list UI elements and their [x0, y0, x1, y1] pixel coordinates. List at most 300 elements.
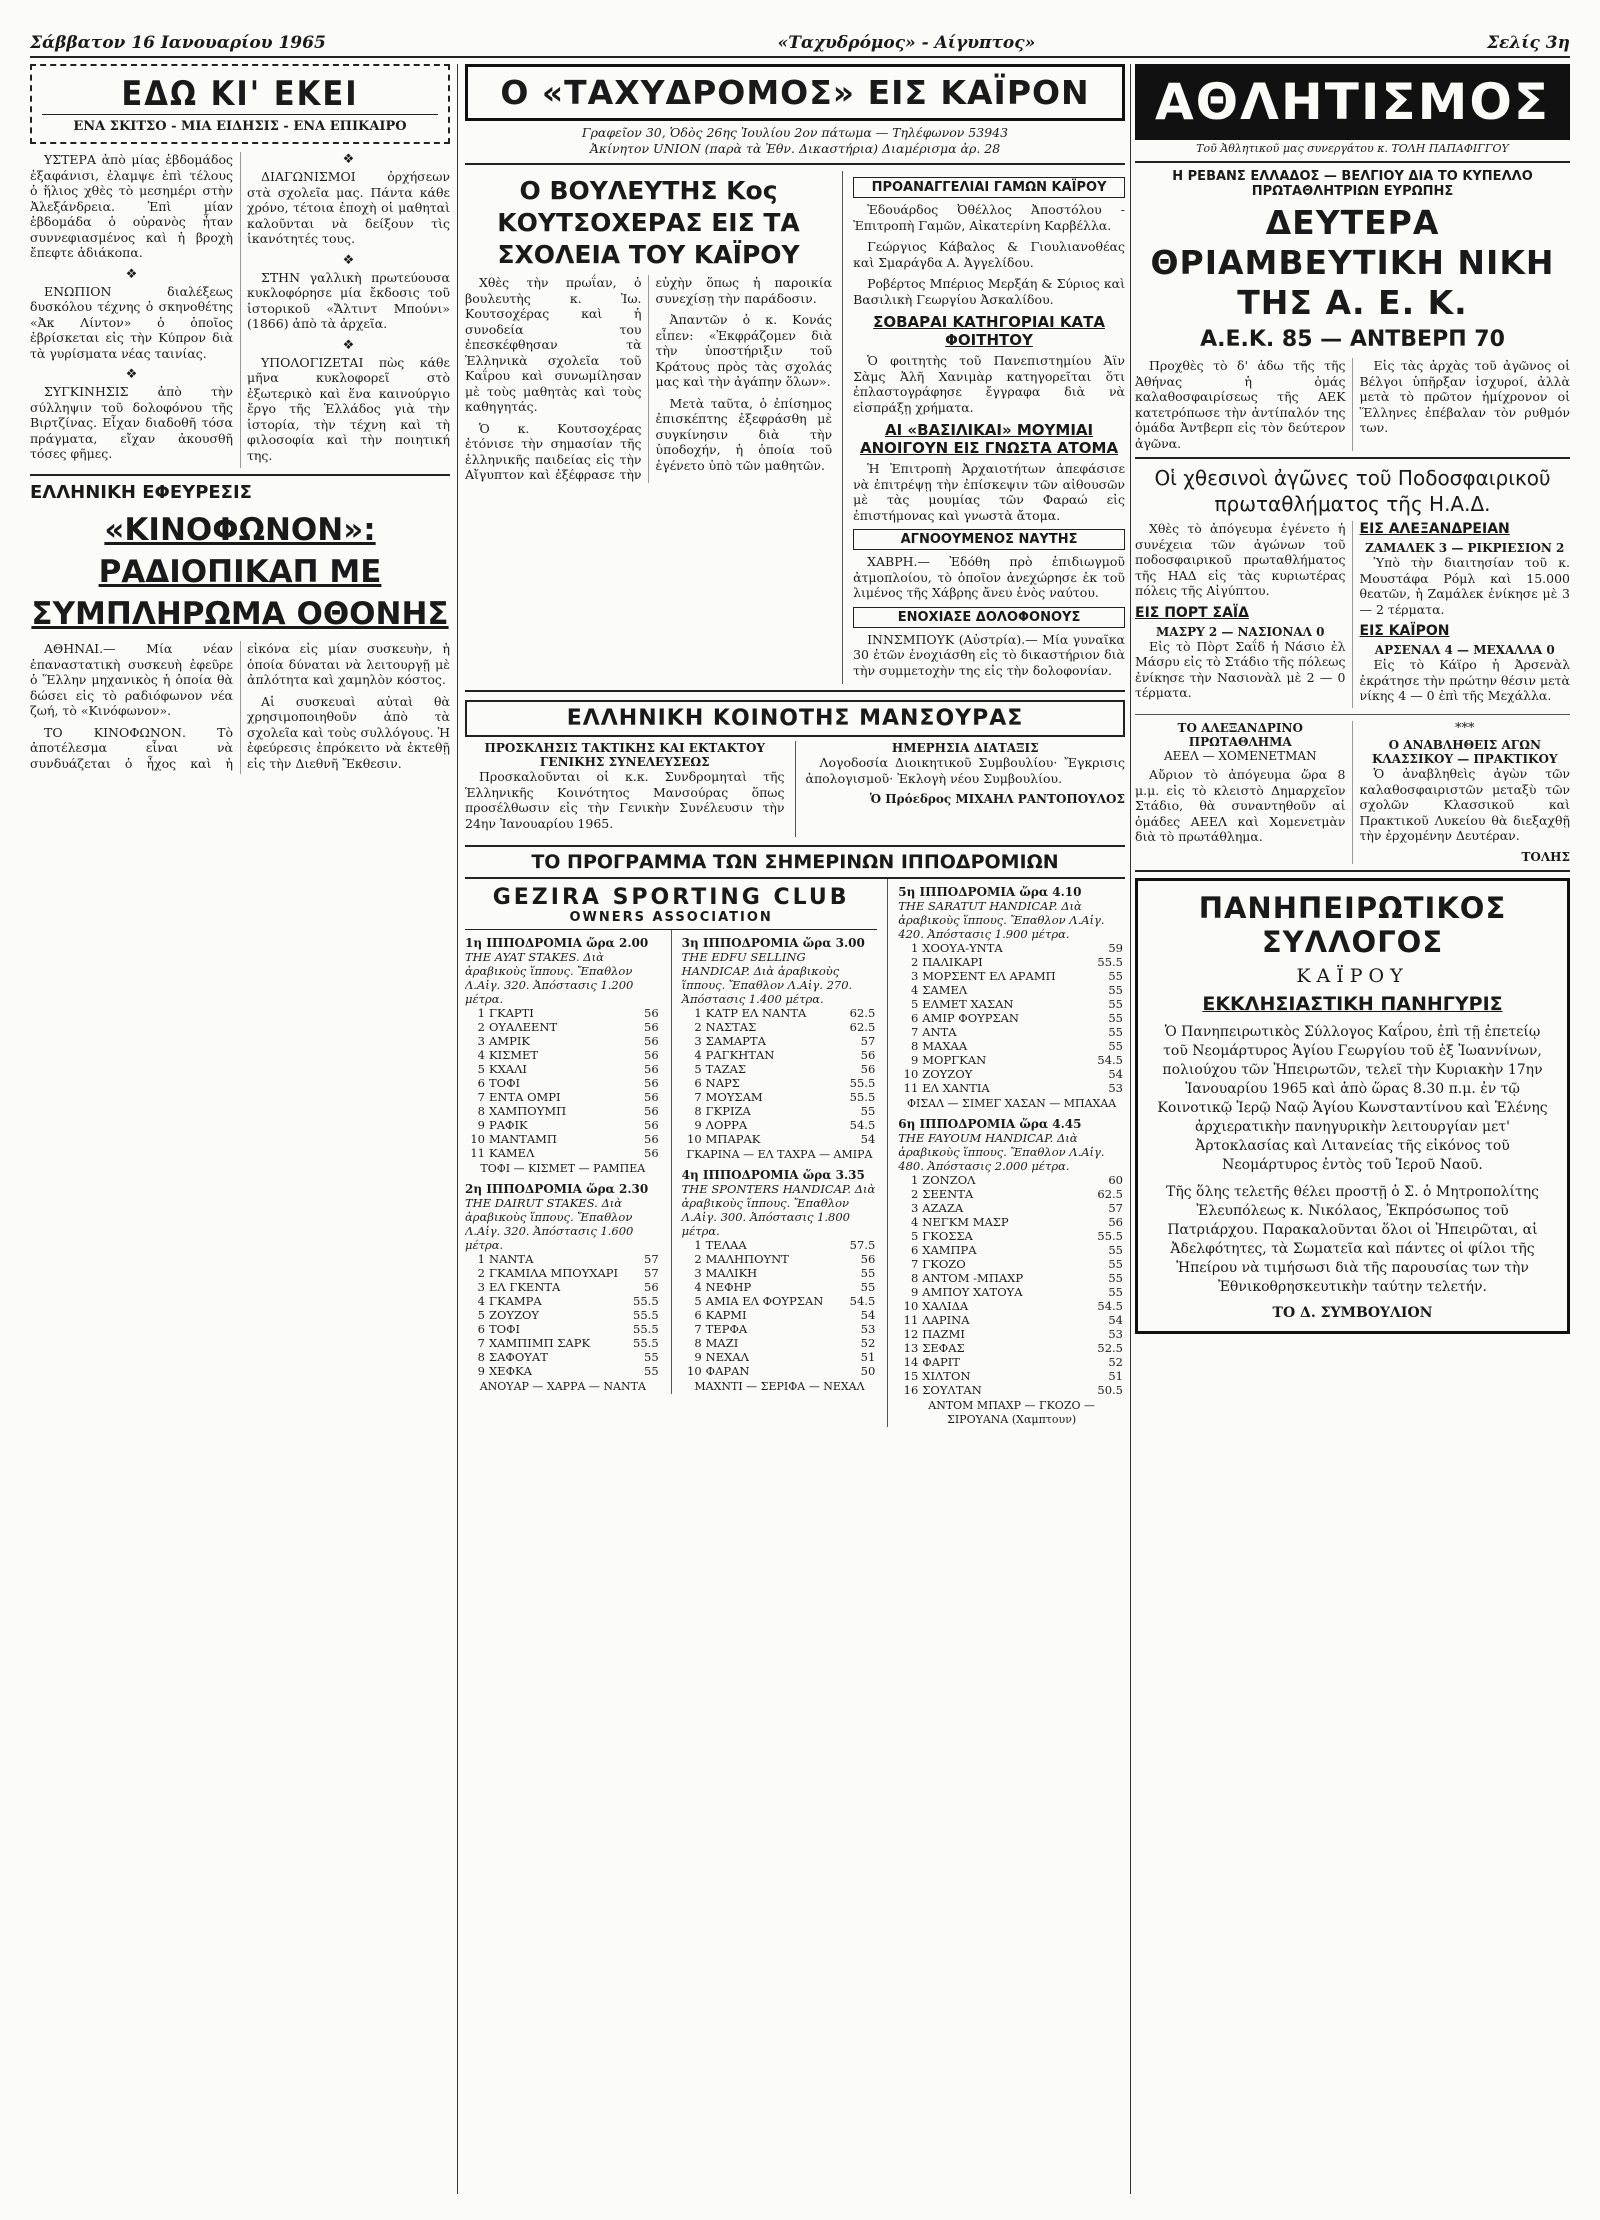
- horse-name: ΜΑΝΤΑΜΠ: [489, 1132, 557, 1146]
- horse-weight: 57: [1108, 1201, 1123, 1215]
- game-city: ΕΙΣ ΑΛΕΞΑΝΔΡΕΙΑΝ: [1359, 521, 1510, 537]
- horse-row: [898, 1327, 1125, 1341]
- horse-name: ΓΚΡΙΖΑ: [705, 1104, 751, 1118]
- horse-row: [898, 1369, 1125, 1383]
- charges-headline: ΣΟΒΑΡΑΙ ΚΑΤΗΓΟΡΙΑΙ ΚΑΤΑ ΦΟΙΤΗΤΟΥ: [873, 313, 1105, 349]
- horse-name: ΧΕΦΚΑ: [489, 1364, 532, 1378]
- horse-number: 1: [694, 1006, 702, 1020]
- horse-weight: 57.5: [849, 1238, 876, 1252]
- race-description: THE AYAT STAKES. Διὰ ἀραβικοὺς ἵππους. Ἔπαθλον Λ.Αἰγ. 320. Ἀπόστασις 1.200 μέτρα.: [465, 950, 634, 1006]
- horse-weight: 57: [644, 1252, 659, 1266]
- invention-text: [30, 641, 450, 774]
- horse-row: [898, 1243, 1125, 1257]
- race-card: [682, 1168, 878, 1394]
- horse-weight: 59: [1108, 941, 1123, 955]
- horse-weight: 55: [1108, 1011, 1123, 1025]
- mummies-headline: ΑΙ «ΒΑΣΙΛΙΚΑΙ» ΜΟΥΜΙΑΙ ΑΝΟΙΓΟΥΝ ΕΙΣ ΓΝΩΣΤΑ ΑΤΟΜΑ: [860, 421, 1119, 457]
- race-heading: 1η ΙΠΠΟΔΡΟΜΙΑ ὥρα 2.00: [465, 936, 649, 950]
- horse-row: [898, 1341, 1125, 1355]
- section-rule: [1135, 161, 1570, 163]
- news-item: ΕΝΩΠΙΟΝ διαλέξεως δυσκόλου τέχνης ὁ σκηνοθέτης «Ἀκ Λίντον» ὁ ὁποῖος ἐβρίσκεται εἰς τὴν Κύπρον διὰ τὰ γυρίσματα νέας ταινίας.: [30, 283, 233, 361]
- horse-row: [898, 941, 1125, 955]
- horse-row: [465, 1090, 661, 1104]
- race-card: [898, 885, 1125, 1111]
- horse-row: [898, 1313, 1125, 1327]
- horse-name: ΕΛΜΕΤ ΧΑΣΑΝ: [922, 997, 1014, 1011]
- association-city: ΚΑΪΡΟΥ: [1296, 964, 1409, 987]
- horse-weight: 55: [1108, 1257, 1123, 1271]
- horse-number: 6: [910, 1243, 919, 1257]
- box-title: ΕΔΩ ΚΙ' ΕΚΕΙ: [121, 74, 359, 114]
- horse-name: ΑΖΑΖΑ: [922, 1201, 964, 1215]
- horse-name: ΚΙΣΜΕΤ: [489, 1048, 539, 1062]
- horse-number: 4: [477, 1048, 485, 1062]
- horse-weight: 53: [1108, 1081, 1123, 1095]
- here-and-there-box: [30, 64, 450, 144]
- race-description: THE FAYOUM HANDICAP. Διὰ ἀραβικοὺς ἵππους. Ἔπαθλον Λ.Αἰγ. 480. Ἀπόστασις 2.000 μέτρα.: [898, 1131, 1105, 1173]
- address-line: Γραφεῖον 30, Ὁδὸς 26ης Ἰουλίου 2ον πάτωμα — Τηλέφωνον 53943: [581, 125, 1009, 140]
- horse-row: [898, 1299, 1125, 1313]
- mansoura-invitation: [465, 741, 785, 837]
- horse-weight: 57: [860, 1034, 876, 1048]
- horse-weight: 56: [644, 1076, 659, 1090]
- horse-number: 12: [903, 1327, 919, 1341]
- sports-banner: ΑΘΛΗΤΙΣΜΟΣ: [1135, 64, 1570, 140]
- horse-name: ΓΚΑΡΤΙ: [489, 1006, 534, 1020]
- horse-number: 2: [910, 955, 919, 969]
- horse-row: [465, 1350, 661, 1364]
- horse-name: ΣΑΜΑΡΤΑ: [705, 1034, 766, 1048]
- horse-number: 3: [477, 1280, 485, 1294]
- horse-row: [465, 1006, 661, 1020]
- horse-weight: 56: [644, 1104, 659, 1118]
- sailor-text: ΧΑΒΡΗ.— Ἐδόθη πρὸ ἐπιδιωγμοῦ ἀτμοπλοίου, τὸ ὁποῖον ἀνεχώρησε ἐκ τοῦ λιμένος τῆς Χάβρης ἄνευ ἑνὸς ναύτου.: [853, 554, 1125, 600]
- horse-row: [465, 1146, 661, 1160]
- horse-row: [682, 1364, 878, 1378]
- horse-name: ΑΜΙΡ ΦΟΥΡΣΑΝ: [922, 1011, 1019, 1025]
- horse-name: ΚΧΑΛΙ: [489, 1062, 527, 1076]
- race-card: [465, 936, 661, 1176]
- mp-visit-text: [465, 275, 832, 483]
- horse-number: 3: [477, 1034, 485, 1048]
- horse-name: ΜΑΛΗΠΟΥΝΤ: [705, 1252, 789, 1266]
- horse-row: [682, 1252, 878, 1266]
- horse-name: ΣΕΦΑΣ: [922, 1341, 965, 1355]
- horse-name: ΚΑΜΕΛ: [489, 1146, 535, 1160]
- horse-number: 2: [477, 1020, 485, 1034]
- ornament: ❖: [125, 266, 138, 282]
- news-item: ΣΤΗΝ γαλλικὴ πρωτεύουσα κυκλοφόρησε μία ἔκδοσις τοῦ ἱστορικοῦ «Ἄλτιντ Μπούνι» (1866) ἀπὸ τὰ ἀρχεῖα.: [247, 269, 450, 331]
- horse-weight: 54.5: [1097, 1299, 1123, 1313]
- horse-name: ΧΑΛΙΔΑ: [922, 1299, 969, 1313]
- horse-number: 5: [910, 1229, 919, 1243]
- paper-name: «Ταχυδρόμος» - Αίγυπτος»: [777, 33, 1036, 53]
- horse-number: 10: [687, 1364, 702, 1378]
- horse-name: ΦΑΡΑΝ: [705, 1364, 750, 1378]
- sailor-headline: ΑΓΝΟΟΥΜΕΝΟΣ ΝΑΥΤΗΣ: [853, 529, 1125, 550]
- horse-weight: 55: [1108, 1025, 1123, 1039]
- horse-name: ΦΑΡΙΤ: [922, 1355, 960, 1369]
- horse-weight: 55: [860, 1266, 876, 1280]
- council-signature: ΤΟ Δ. ΣΥΜΒΟΥΛΙΟΝ: [1272, 1304, 1433, 1321]
- horse-weight: 54: [860, 1132, 876, 1146]
- horse-number: 9: [477, 1364, 485, 1378]
- races-left: [465, 879, 877, 1427]
- section-rule: [30, 474, 450, 476]
- horse-name: ΖΟΥΖΟΥ: [489, 1308, 540, 1322]
- horse-row: [682, 1350, 878, 1364]
- horse-weight: 55: [1108, 1285, 1123, 1299]
- race-card: [682, 936, 878, 1162]
- invention-headline: «ΚΙΝΟΦΩΝΟΝ»: ΡΑΔΙΟΠΙΚΑΠ ΜΕ ΣΥΜΠΛΗΡΩΜΑ ΟΘΟΝΗΣ: [31, 512, 449, 633]
- horse-row: [465, 1104, 661, 1118]
- weddings-headline: ΠΡΟΑΝΑΓΓΕΛΙΑΙ ΓΑΜΩΝ ΚΑΪΡΟΥ: [853, 177, 1125, 198]
- horse-name: ΝΑΣΤΑΣ: [705, 1020, 757, 1034]
- horse-row: [682, 1090, 878, 1104]
- horse-row: [898, 983, 1125, 997]
- horse-weight: 52: [1108, 1355, 1123, 1369]
- horse-row: [898, 955, 1125, 969]
- match-headline: ΔΕΥΤΕΡΑ ΘΡΙΑΜΒΕΥΤΙΚΗ ΝΙΚΗ ΤΗΣ Α. Ε. Κ.: [1150, 203, 1555, 322]
- horse-name: ΧΙΛΤΟΝ: [922, 1369, 971, 1383]
- horse-number: 3: [694, 1034, 702, 1048]
- horse-number: 10: [687, 1132, 702, 1146]
- horse-number: 9: [910, 1053, 919, 1067]
- horse-row: [898, 1025, 1125, 1039]
- ornament: ***: [1455, 721, 1475, 736]
- race-card: [465, 1182, 661, 1394]
- horse-weight: 56: [644, 1132, 659, 1146]
- horse-number: 2: [910, 1187, 919, 1201]
- page-number: Σελίς 3η: [1487, 33, 1570, 53]
- horse-weight: 55.5: [633, 1294, 659, 1308]
- horse-row: [682, 1308, 878, 1322]
- races-headline: ΤΟ ΠΡΟΓΡΑΜΜΑ ΤΩΝ ΣΗΜΕΡΙΝΩΝ ΙΠΠΟΔΡΟΜΙΩΝ: [465, 845, 1125, 879]
- race-forecast: ΓΚΑΡΙΝΑ — ΕΛ ΤΑΧΡΑ — ΑΜΙΡΑ: [686, 1148, 873, 1161]
- horse-number: 2: [694, 1252, 702, 1266]
- wedding-item: Ροβέρτος Μπέριος Μερξάη & Σύριος καὶ Βασιλικὴ Γεωργίου Ἀσκαλίδου.: [853, 276, 1125, 307]
- horse-weight: 56: [860, 1252, 876, 1266]
- horse-name: ΜΟΡΓΚΑΝ: [922, 1053, 987, 1067]
- invitation-text: Προσκαλοῦνται οἱ κ.κ. Συνδρομηταὶ τῆς Ἑλληνικῆς Κοινότητος Μανσούρας ὅπως προσέλθωσιν εἰς τὴν Γενικὴν Συνέλευσιν τὴν 24ην Ἰανουαρίου 1965.: [465, 769, 785, 831]
- horse-number: 7: [477, 1336, 485, 1350]
- horse-row: [682, 1336, 878, 1350]
- horse-weight: 54.5: [1097, 1053, 1123, 1067]
- horse-row: [465, 1322, 661, 1336]
- horse-number: 8: [477, 1350, 485, 1364]
- horse-row: [465, 1062, 661, 1076]
- horse-weight: 56: [860, 1062, 876, 1076]
- horse-row: [465, 1020, 661, 1034]
- horse-number: 6: [477, 1322, 485, 1336]
- horse-number: 11: [470, 1146, 485, 1160]
- race-description: THE SPONTERS HANDICAP. Διὰ ἀραβικοὺς ἵππους. Ἔπαθλον Λ.Αἰγ. 300. Ἀπόστασις 1.800 μέτρα.: [681, 1182, 876, 1238]
- horse-name: ΑΜΠΟΥ ΧΑΤΟΥΑ: [922, 1285, 1023, 1299]
- horse-weight: 56: [644, 1034, 659, 1048]
- horse-weight: 55: [1108, 983, 1123, 997]
- section-rule: [1135, 714, 1570, 715]
- horse-name: ΝΑΡΣ: [705, 1076, 740, 1090]
- horse-name: ΓΚΑΜΡΑ: [489, 1294, 542, 1308]
- news-item: ΥΠΟΛΟΓΙΖΕΤΑΙ πὼς κάθε μῆνα κυκλοφορεῖ στὸ ἐξωτερικὸ καὶ ἕνα καινούργιο ἔργο τῆς Ἑλλάδος γιὰ τὴν ἱστορία, τὴν τέχνη καὶ τὴ φιλοσοφία καὶ τὴν ποιητική της.: [247, 354, 450, 463]
- horse-name: ΧΑΜΠΟΥΜΠ: [489, 1104, 567, 1118]
- horse-name: ΧΑΜΠΡΑ: [922, 1243, 977, 1257]
- horse-name: ΕΛ ΓΚΕΝΤΑ: [489, 1280, 561, 1294]
- horse-number: 14: [903, 1355, 919, 1369]
- horse-row: [898, 1257, 1125, 1271]
- horse-number: 7: [477, 1090, 485, 1104]
- ornament: ❖: [125, 367, 138, 382]
- horse-row: [682, 1020, 878, 1034]
- horse-row: [898, 1271, 1125, 1285]
- race-entries: [682, 1006, 878, 1146]
- horse-number: 4: [910, 983, 919, 997]
- horse-weight: 55: [860, 1280, 876, 1294]
- horse-number: 8: [910, 1271, 919, 1285]
- horse-name: ΝΑΝΤΑ: [489, 1252, 534, 1266]
- article-paragraph: Ἀπαντῶν ὁ κ. Κονάς εἶπεν: «Ἐκφράζομεν διὰ τὴν ὑποστήριξιν τοῦ Κράτους πρὸς τὰς σχολάς μας καὶ τὴν ἀγάπην ὅλων».: [655, 312, 833, 389]
- horse-row: [682, 1034, 878, 1048]
- side-news: [853, 171, 1125, 684]
- horse-number: 6: [910, 1011, 919, 1025]
- postponed-text: Ὁ ἀναβληθεὶς ἀγὼν τῶν καλαθοσφαιριστῶν μεταξὺ τῶν σχολῶν Κλασσικοῦ καὶ Πρακτικοῦ Λυκείου θὰ διεξαχθῇ τὴν ἐρχομένην Δευτέραν.: [1359, 766, 1570, 843]
- horse-name: ΧΑΜΠΙΜΠ ΣΑΡΚ: [489, 1336, 591, 1350]
- owners-association: OWNERS ASSOCIATION: [465, 910, 877, 930]
- horse-weight: 55.5: [1097, 955, 1123, 969]
- cairo-banner: Ο «ΤΑΧΥΔΡΟΜΟΣ» ΕΙΣ ΚΑΪΡΟΝ: [465, 64, 1125, 121]
- horse-row: [465, 1048, 661, 1062]
- horse-name: ΧΟΟΥΑ-ΥΝΤΑ: [922, 941, 1003, 955]
- mummies-text: Ἡ Ἐπιτροπὴ Ἀρχαιοτήτων ἀπεφάσισε νὰ ἐπιτρέψῃ τὴν ἐπίσκεψιν τῶν αἰθουσῶν μὲ τὰς μουμίας τῶν Φαραώ εἰς ἐπιστήμονας καὶ γνωστὰ ἄτομα.: [853, 461, 1125, 523]
- game-text: Εἰς τὸ Κάϊρο ἡ Ἀρσενὰλ ἐκράτησε τὴν πρώτην θέσιν μετὰ νίκης 4 — 0 ἐπὶ τῆς Μεχάλλα.: [1359, 657, 1570, 703]
- horse-row: [682, 1104, 878, 1118]
- race-forecast: ΤΟΦΙ — ΚΙΣΜΕΤ — ΡΑΜΠΕΑ: [480, 1162, 646, 1175]
- center-column: [465, 64, 1125, 2194]
- horse-number: 10: [470, 1132, 485, 1146]
- horse-row: [682, 1280, 878, 1294]
- race-heading: 3η ΙΠΠΟΔΡΟΜΙΑ ὥρα 3.00: [681, 936, 865, 950]
- festival-text: Ὁ Πανηπειρωτικὸς Σύλλογος Καΐρου, ἐπὶ τῇ ἐπετείῳ τοῦ Νεομάρτυρος Ἁγίου Γεωργίου τοῦ ἐξ Ἰωαννίνων, πολιούχου τῶν Ἠπειρωτῶν, τελεῖ τὴν Κυριακὴν 17ην Ἰανουαρίου 1965 καὶ ἀπὸ ὥρας 8.30 π.μ. ἐν τῷ Κοινοτικῷ Ἱερῷ Ναῷ Ἁγίου Κωνσταντίνου καὶ Ἑλένης ἀρχιερατικὴν πανηγυρικὴν λειτουργίαν μετ' Ἀρτοκλασίας καὶ Λιτανείας τῆς εἰκόνος τοῦ Νεομάρτυρος ἐντὸς τοῦ Ἱεροῦ Ναοῦ.: [1157, 1023, 1548, 1173]
- charges-text: Ὁ φοιτητὴς τοῦ Πανεπιστημίου Ἀϊν Σὰμς Ἀλῆ Χανιμὰρ κατηγορεῖται ὅτι ἐπλαστογράφησε ἔγγραφα διὰ νὰ εἰσπράξῃ χρήματα.: [853, 353, 1125, 415]
- horse-row: [682, 1048, 878, 1062]
- horse-number: 1: [477, 1252, 485, 1266]
- race-forecast: ΦΙΣΑΛ — ΣΙΜΕΓ ΧΑΣΑΝ — ΜΠΑΧΑΑ: [907, 1097, 1117, 1110]
- horse-name: ΣΑΜΕΛ: [922, 983, 968, 997]
- president-signature: Ὁ Πρόεδρος ΜΙΧΑΗΛ ΡΑΝΤΟΠΟΥΛΟΣ: [869, 792, 1125, 806]
- races-left-inner: [465, 930, 877, 1394]
- murder-text: ΙΝΝΣΜΠΟΥΚ (Αὐστρία).— Μία γυναῖκα 30 ἐτῶν ἐνοχιάσθη εἰς τὸ δικαστήριον διὰ τὴν συμμετοχὴν της εἰς τὴν δολοφονίαν.: [853, 631, 1125, 678]
- alexandria-league: [1135, 721, 1570, 864]
- ornament: ❖: [342, 252, 355, 268]
- game-text: Εἰς τὸ Πὸρτ Σαΐδ ἡ Νάσιο ἐλ Μάσρυ εἰς τὸ Στάδιο τῆς πόλεως ἐνίκησε τὴν Νασιονὰλ μὲ 2 — 0 τέρματα.: [1135, 638, 1346, 700]
- horse-name: ΑΜΙΑ ΕΛ ΦΟΥΡΣΑΝ: [705, 1294, 824, 1308]
- article-paragraph: Χθὲς τὴν πρωΐαν, ὁ βουλευτὴς κ. Ἰω. Κουτσοχέρας καὶ ἡ συνοδεία του ἐπεσκέφθησαν τὰ Ἑλληνικὰ σχολεῖα τοῦ Καΐρου καὶ συνωμίλησαν μὲ τοὺς μαθητὰς καὶ τοὺς καθηγητάς.: [465, 275, 642, 414]
- horse-weight: 60: [1108, 1173, 1123, 1187]
- horse-row: [465, 1308, 661, 1322]
- horse-number: 8: [477, 1104, 485, 1118]
- horse-row: [465, 1266, 661, 1280]
- horse-weight: 55: [644, 1350, 659, 1364]
- race-heading: 4η ΙΠΠΟΔΡΟΜΙΑ ὥρα 3.35: [681, 1168, 865, 1182]
- invitation-title: ΠΡΟΣΚΛΗΣΙΣ ΤΑΚΤΙΚΗΣ ΚΑΙ ΕΚΤΑΚΤΟΥ ΓΕΝΙΚΗΣ ΣΥΝΕΛΕΥΣΕΩΣ: [484, 741, 765, 769]
- wedding-item: Γεώργιος Κάβαλος & Γιουλιανοθέας καὶ Σμαράγδα Α. Ἀγγελίδου.: [853, 239, 1125, 270]
- race-forecast: ΑΝΤΟΜ ΜΠΑΧΡ — ΓΚΟΖΟ — ΣΙΡΟΥΑΝΑ (Χαμπτουν): [928, 1399, 1095, 1426]
- horse-row: [682, 1132, 878, 1146]
- horse-number: 9: [694, 1350, 702, 1364]
- author-signature: ΤΟΛΗΣ: [1521, 849, 1570, 864]
- article-paragraph: Μετὰ ταῦτα, ὁ ἐπίσημος ἐπισκέπτης ἐξεφράσθη μὲ συγκίνησιν διὰ τὴν ὑποδοχήν, ἡ ὁποία τοῦ ἐγένετο ὑπὸ τῶν μαθητῶν.: [655, 395, 833, 473]
- horse-name: ΑΜΡΙΚ: [489, 1034, 530, 1048]
- race-description: THE DAIRUT STAKES. Διὰ ἀραβικοὺς ἵππους. Ἔπαθλον Λ.Αἰγ. 320. Ἀπόστασις 1.600 μέτρα.: [465, 1196, 634, 1252]
- sports-byline: Τοῦ Ἀθλητικοῦ μας συνεργάτου κ. ΤΟΛΗ ΠΑΠΑΦΙΓΓΟΥ: [1196, 142, 1509, 155]
- horse-weight: 54: [1108, 1313, 1123, 1327]
- column-separator: [795, 741, 796, 837]
- horse-row: [898, 1011, 1125, 1025]
- issue-date: Σάββατον 16 Ιανουαρίου 1965: [30, 33, 326, 53]
- horse-name: ΑΝΤΑ: [922, 1025, 957, 1039]
- mansoura-notice: [465, 741, 1125, 837]
- cairo-news: [465, 171, 1125, 684]
- horse-row: [682, 1294, 878, 1308]
- race-entries: [898, 1173, 1125, 1397]
- horse-name: ΑΝΤΟΜ -ΜΠΑΧΡ: [922, 1271, 1024, 1285]
- horse-row: [898, 1355, 1125, 1369]
- postponed-headline: Ο ΑΝΑΒΛΗΘΕΙΣ ΑΓΩΝ ΚΛΑΣΣΙΚΟΥ — ΠΡΑΚΤΙΚΟΥ: [1371, 738, 1558, 766]
- here-and-there-text: [30, 152, 450, 468]
- horse-number: 1: [477, 1006, 485, 1020]
- horse-name: ΓΚΟΣΣΑ: [922, 1229, 973, 1243]
- horse-row: [898, 1187, 1125, 1201]
- horse-name: ΤΑΖΑΣ: [705, 1062, 747, 1076]
- horse-weight: 56: [1108, 1215, 1123, 1229]
- article-paragraph: Ὁ κ. Κουτσοχέρας ἐτόνισε τὴν σημασίαν τῆς ἑλληνικῆς παιδείας εἰς τὴν Αἴγυπτον καὶ ἐξέφρασε τὴν εὐχὴν ὅπως ἡ παροικία συνεχίσῃ τὴν παράδοσιν.: [465, 275, 833, 482]
- race-description: THE SARATUT HANDICAP. Διὰ ἀραβικοὺς ἵππους. Ἔπαθλον Λ.Αἰγ. 420. Ἀπόστασις 1.900 μέτρα.: [898, 899, 1105, 941]
- horse-name: ΟΥΑΛΕΕΝΤ: [489, 1020, 558, 1034]
- horse-row: [898, 969, 1125, 983]
- horse-row: [898, 1201, 1125, 1215]
- horse-number: 16: [903, 1383, 919, 1397]
- horse-name: ΝΕΓΚΜ ΜΑΣΡ: [922, 1215, 1009, 1229]
- horse-name: ΤΕΡΦΑ: [705, 1322, 748, 1336]
- horse-row: [465, 1364, 661, 1378]
- horse-row: [898, 1053, 1125, 1067]
- masthead: [30, 30, 1570, 58]
- horse-name: ΤΟΦΙ: [489, 1076, 521, 1090]
- horse-row: [465, 1280, 661, 1294]
- horse-weight: 51: [860, 1350, 876, 1364]
- horse-weight: 55: [1108, 969, 1123, 983]
- agenda-text: Λογοδοσία Διοικητικοῦ Συμβουλίου· Ἔγκρισις ἀπολογισμοῦ· Ἐκλογὴ νέου Συμβουλίου.: [805, 755, 1125, 786]
- horse-row: [465, 1034, 661, 1048]
- horse-number: 8: [694, 1104, 702, 1118]
- alexandria-headline: ΤΟ ΑΛΕΞΑΝΔΡΙΝΟ ΠΡΩΤΑΘΛΗΜΑ: [1177, 721, 1303, 749]
- horse-number: 15: [903, 1369, 919, 1383]
- horse-row: [682, 1238, 878, 1252]
- game-result: ΖΑΜΑΛΕΚ 3 — ΡΙΚΡΙΕΣΙΟΝ 2: [1365, 541, 1565, 555]
- horse-weight: 62.5: [849, 1006, 876, 1020]
- article-paragraph: Προχθὲς τὸ δ' ἀδω τῆς τῆς Ἀθήνας ἡ ὁμάς καλαθοσφαιρίσεως τῆς ΑΕΚ κατετρόπωσε τὴν ἀντίπαλόν της ὁμάδα Ἀντβερπ εἰς τὸν δεύτερον ἀγῶνα.: [1135, 358, 1346, 451]
- horse-name: ΠΑΛΙΚΑΡΙ: [922, 955, 983, 969]
- race-description: THE EDFU SELLING HANDICAP. Διὰ ἀραβικοὺς ἵππους. Ἔπαθλον Λ.Αἰγ. 270. Ἀπόστασις 1.400 μέτρα.: [681, 950, 853, 1006]
- horse-name: ΣΟΥΛΤΑΝ: [922, 1383, 982, 1397]
- horse-weight: 52: [860, 1336, 876, 1350]
- article-paragraph: ΑΘΗΝΑΙ.— Μία νέαν ἐπαναστατικὴ συσκευὴ ἐφεῦρε ὁ Ἕλλην μηχανικὸς ἡ ὁποία θὰ δώσει εἰς τὸ ραδιόφωνον νέα ζωή, τὸ «Κινόφωνον».: [30, 641, 233, 719]
- horse-row: [682, 1006, 878, 1020]
- section-rule: [465, 690, 1125, 692]
- horse-row: [465, 1336, 661, 1350]
- column-rule: [457, 64, 458, 2194]
- horse-row: [465, 1118, 661, 1132]
- horse-name: ΝΕΦΗΡ: [705, 1280, 752, 1294]
- horse-name: ΛΟΡΡΑ: [705, 1118, 748, 1132]
- horse-number: 5: [694, 1062, 702, 1076]
- section-rule: [1135, 870, 1570, 872]
- news-item: ΔΙΑΓΩΝΙΣΜΟΙ ὀρχήσεων στὰ σχολεῖα μας. Πάντα κάθε χρόνο, τέτοια ἐποχὴ οἱ μαθηταὶ καλοῦνται νὰ δείξουν τὶς ἱκανότητές τους.: [247, 169, 450, 246]
- horse-number: 1: [694, 1238, 702, 1252]
- horse-number: 7: [694, 1090, 702, 1104]
- horse-number: 6: [694, 1076, 702, 1090]
- race-heading: 5η ΙΠΠΟΔΡΟΜΙΑ ὥρα 4.10: [898, 885, 1082, 899]
- horse-row: [682, 1266, 878, 1280]
- horse-name: ΣΑΦΟΥΑΤ: [489, 1350, 548, 1364]
- league-text: [1135, 521, 1570, 708]
- horse-weight: 56: [644, 1280, 659, 1294]
- horse-weight: 57: [644, 1266, 659, 1280]
- horse-number: 5: [477, 1308, 485, 1322]
- horse-weight: 62.5: [849, 1020, 876, 1034]
- horse-weight: 62.5: [1097, 1187, 1123, 1201]
- horse-name: ΜΑΧΑΑ: [922, 1039, 968, 1053]
- race-heading: 2η ΙΠΠΟΔΡΟΜΙΑ ὥρα 2.30: [465, 1182, 649, 1196]
- races-col-a: [465, 930, 661, 1394]
- horse-name: ΤΕΛΑΑ: [705, 1238, 747, 1252]
- horse-row: [682, 1076, 878, 1090]
- club-name: GEZIRA SPORTING CLUB: [492, 885, 850, 910]
- wedding-item: Ἐδουάρδος Ὀθέλλος Ἀποστόλου - Ἐπιτροπὴ Γαμῶν, Αἰκατερίνη Καρβέλλα.: [853, 202, 1125, 233]
- game-result: ΑΡΣΕΝΑΛ 4 — ΜΕΧΑΛΛΑ 0: [1374, 643, 1555, 657]
- horse-row: [682, 1322, 878, 1336]
- horse-name: ΖΟΝΖΟΛ: [922, 1173, 976, 1187]
- horse-weight: 55: [1108, 1243, 1123, 1257]
- horse-name: ΤΟΦΙ: [489, 1322, 521, 1336]
- alexandria-text: Αὔριον τὸ ἀπόγευμα ὥρα 8 μ.μ. εἰς τὸ κλειστὸ Δημαρχεῖον Στάδιο, θὰ συναντηθοῦν αἱ ὁμάδες ΑΕΕΛ καὶ Χομενετμὰν διὰ τὸ πρωτάθλημα.: [1135, 767, 1346, 844]
- horse-weight: 55.5: [849, 1076, 876, 1090]
- horse-number: 13: [903, 1341, 919, 1355]
- section-rule: [465, 163, 1125, 165]
- horse-weight: 54: [860, 1308, 876, 1322]
- horse-number: 7: [694, 1322, 702, 1336]
- horse-number: 4: [910, 1215, 919, 1229]
- horse-row: [898, 1173, 1125, 1187]
- horse-weight: 55.5: [1097, 1229, 1123, 1243]
- festival-title: ΕΚΚΛΗΣΙΑΣΤΙΚΗ ΠΑΝΗΓΥΡΙΣ: [1202, 992, 1503, 1015]
- match-text: [1135, 358, 1570, 451]
- festival-text: Τῆς ὅλης τελετῆς θέλει προστῇ ὁ Σ. ὁ Μητροπολίτης Ἐλευπόλεως κ. Νικόλαος, Ἐκπρόσωπος τοῦ Πατριάρχου. Παρακαλοῦνται ὅλοι οἱ Ἠπειρῶται, αἱ Ἀδελφότητες, τὰ Σωματεῖα καὶ πάντες οἱ φίλοι τῆς Ἠπείρου νὰ τιμήσωσι διὰ τῆς παρουσίας των τὴν Ἐθνικοθρησκευτικὴν ταύτην τελετήν.: [1166, 1183, 1539, 1295]
- horse-row: [465, 1132, 661, 1146]
- horse-number: 5: [694, 1294, 702, 1308]
- column-rule: [1130, 64, 1131, 2194]
- horse-number: 10: [903, 1067, 919, 1081]
- article-paragraph: Εἰς τὰς ἀρχὰς τοῦ ἀγῶνος οἱ Βέλγοι ὑπῆρξαν ἰσχυροί, ἀλλὰ μετὰ τὸ πρῶτον ἡμίχρονον οἱ Ἕλληνες ἐπέβαλαν τὸν ρυθμόν των.: [1359, 358, 1570, 435]
- horse-name: ΛΑΡΙΝΑ: [922, 1313, 970, 1327]
- horse-row: [898, 1039, 1125, 1053]
- invention-kicker: ΕΛΛΗΝΙΚΗ ΕΦΕΥΡΕΣΙΣ: [30, 482, 252, 504]
- horse-number: 6: [477, 1076, 485, 1090]
- horse-row: [465, 1294, 661, 1308]
- horse-name: ΜΑΛΙΚΗ: [705, 1266, 758, 1280]
- race-forecast: ΑΝΟΥΑΡ — ΧΑΡΡΑ — ΝΑΝΤΑ: [479, 1380, 646, 1393]
- horse-row: [898, 1081, 1125, 1095]
